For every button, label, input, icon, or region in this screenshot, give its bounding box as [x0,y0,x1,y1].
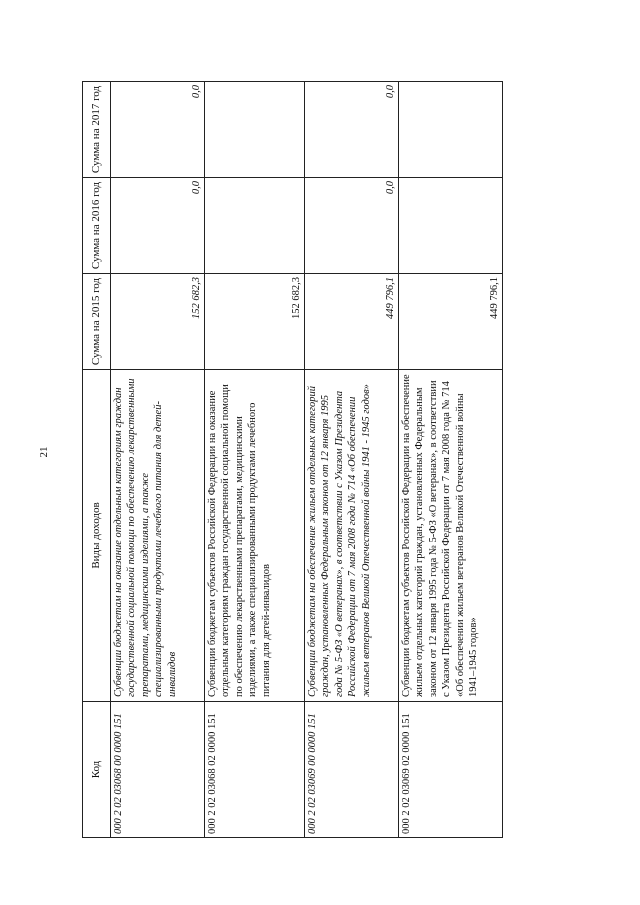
row-description: Субвенции бюджетам на оказание отдельным категориям граждан государственной социальной помощи по обеспечению лекарственными препаратами, медицинскими изделиями, а также специализированными продуктами лечебного питания для детей-инвалидов [111,370,205,702]
table-row [305,82,399,838]
row-sum-2015: 152 682,3 [205,274,305,370]
table-row [111,82,205,838]
table-row [205,82,305,838]
header-sum-2017: Сумма на 2017 год [83,82,111,178]
row-sum-2015: 152 682,3 [111,274,205,370]
header-income-type: Виды доходов [83,370,111,702]
header-code: Код [83,702,111,838]
header-sum-2016: Сумма на 2016 год [83,178,111,274]
row-sum-2015: 449 796,1 [305,274,399,370]
header-sum-2015: Сумма на 2015 год [83,274,111,370]
row-sum-2017 [399,82,503,178]
row-code: 000 2 02 03069 00 0000 151 [305,702,399,838]
row-sum-2015: 449 796,1 [399,274,503,370]
income-table [82,81,503,838]
row-sum-2017 [205,82,305,178]
row-code: 000 2 02 03069 02 0000 151 [399,702,503,838]
row-sum-2016: 0,0 [111,178,205,274]
row-sum-2016 [399,178,503,274]
rotated-table-wrapper [82,82,502,838]
row-description: Субвенции бюджетам на обеспечение жильем отдельных категорий граждан, установленных Федеральным законом от 12 января 1995 года № 5-ФЗ «О ветеранах», в соответствии с Указом Президента Российской Федерации от 7 мая 2008 года № 714 «Об обеспечении жильем ветеранов Великой Отечественной войны 1941 - 1945 годов» [305,370,399,702]
row-sum-2016: 0,0 [305,178,399,274]
row-sum-2017: 0,0 [111,82,205,178]
page-number: 21 [38,446,50,458]
table-header-row [83,82,111,838]
row-sum-2017: 0,0 [305,82,399,178]
row-sum-2016 [205,178,305,274]
table-row [399,82,503,838]
row-description: Субвенции бюджетам субъектов Российской Федерации на оказание отдельным категориям граждан государственной социальной помощи по обеспечению лекарственными препаратами, медицинскими изделиями, а также специализированными продуктами лечебного питания для детей-инвалидов [205,370,305,702]
row-description: Субвенции бюджетам субъектов Российской Федерации на обеспечение жильем отдельных категорий граждан, установленных Федеральным законом от 12 января 1995 года № 5-ФЗ «О ветеранах», в соответствии с Указом Президента Российской Федерации от 7 мая 2008 года № 714 «Об обеспечении жильем ветеранов Великой Отечественной войны 1941–1945 годов» [399,370,503,702]
row-code: 000 2 02 03068 02 0000 151 [205,702,305,838]
row-code: 000 2 02 03068 00 0000 151 [111,702,205,838]
